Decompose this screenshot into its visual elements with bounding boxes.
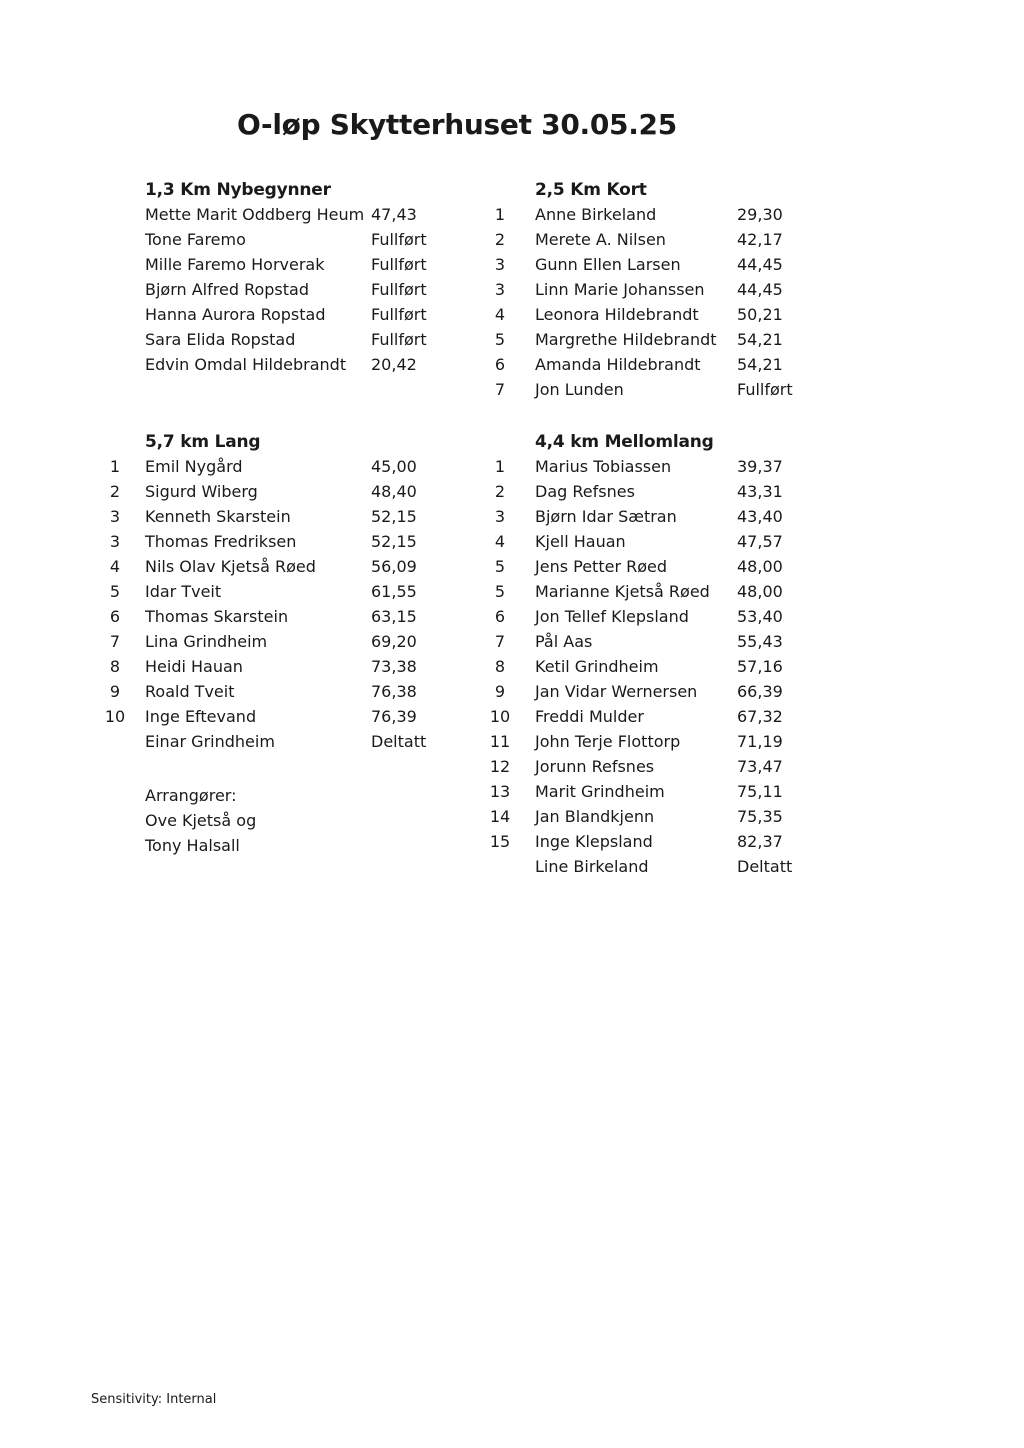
result-row [100,255,480,280]
result-row [485,380,865,405]
sensitivity-label: Sensitivity: Internal [91,1392,217,1407]
result-row [485,707,865,732]
result-row [485,205,865,230]
rank-number: 4 [109,557,121,576]
result-row [485,857,865,882]
runner-name: Heidi Hauan [145,657,243,676]
organizers-line-2: Tony Halsall [145,836,240,855]
result-time: 57,16 [737,657,783,676]
result-row [485,355,865,380]
result-row [100,330,480,355]
result-row [100,707,480,732]
result-row [100,457,480,482]
rank-number: 5 [494,582,506,601]
result-time: 67,32 [737,707,783,726]
result-row [100,557,480,582]
result-row [100,657,480,682]
runner-name: Hanna Aurora Ropstad [145,305,326,324]
runner-name: Kenneth Skarstein [145,507,291,526]
organizers-line-1: Ove Kjetså og [145,811,257,830]
result-time: 54,21 [737,330,783,349]
runner-name: Sara Elida Ropstad [145,330,296,349]
results-list [100,205,480,380]
result-row [485,657,865,682]
result-row [100,607,480,632]
result-row [485,457,865,482]
runner-name: Einar Grindheim [145,732,275,751]
runner-name: Tone Faremo [145,230,246,249]
page-title: O-løp Skytterhuset 30.05.25 [237,108,677,141]
runner-name: Line Birkeland [535,857,649,876]
result-row [485,280,865,305]
result-time: 48,00 [737,582,783,601]
result-row [485,757,865,782]
result-time: Fullført [737,380,793,399]
rank-number: 4 [494,532,506,551]
runner-name: John Terje Flottorp [535,732,681,751]
result-row [485,832,865,857]
result-time: Fullført [371,330,427,349]
runner-name: Jan Blandkjenn [535,807,655,826]
runner-name: Lina Grindheim [145,632,268,651]
runner-name: Margrethe Hildebrandt [535,330,717,349]
result-time: Deltatt [371,732,427,751]
rank-number: 6 [494,607,506,626]
runner-name: Idar Tveit [145,582,222,601]
rank-number: 6 [494,355,506,374]
results-list [485,457,865,882]
result-time: 82,37 [737,832,783,851]
rank-number: 8 [494,657,506,676]
result-time: Fullført [371,280,427,299]
result-time: 47,57 [737,532,783,551]
result-time: 76,38 [371,682,417,701]
runner-name: Merete A. Nilsen [535,230,666,249]
section-title: 5,7 km Lang [145,432,261,452]
result-time: Fullført [371,305,427,324]
rank-number: 12 [489,757,511,776]
result-time: 76,39 [371,707,417,726]
result-time: 71,19 [737,732,783,751]
result-time: 42,17 [737,230,783,249]
runner-name: Inge Klepsland [535,832,653,851]
result-row [485,807,865,832]
result-time: Fullført [371,230,427,249]
result-row [100,230,480,255]
runner-name: Inge Eftevand [145,707,257,726]
result-time: 44,45 [737,280,783,299]
rank-number: 10 [104,707,126,726]
rank-number: 11 [489,732,511,751]
section-title: 2,5 Km Kort [535,180,647,200]
rank-number: 5 [494,557,506,576]
result-time: 45,00 [371,457,417,476]
rank-number: 3 [494,280,506,299]
runner-name: Thomas Fredriksen [145,532,297,551]
runner-name: Anne Birkeland [535,205,657,224]
runner-name: Edvin Omdal Hildebrandt [145,355,347,374]
result-time: 20,42 [371,355,417,374]
runner-name: Marit Grindheim [535,782,665,801]
result-row [100,280,480,305]
runner-name: Jon Lunden [535,380,624,399]
rank-number: 3 [494,507,506,526]
rank-number: 5 [109,582,121,601]
rank-number: 9 [109,682,121,701]
results-list [100,457,480,757]
result-time: 44,45 [737,255,783,274]
result-time: 48,00 [737,557,783,576]
result-time: 29,30 [737,205,783,224]
rank-number: 3 [109,532,121,551]
result-time: 73,47 [737,757,783,776]
result-row [485,607,865,632]
result-row [485,557,865,582]
section-title: 1,3 Km Nybegynner [145,180,331,200]
rank-number: 3 [109,507,121,526]
runner-name: Roald Tveit [145,682,235,701]
runner-name: Jan Vidar Wernersen [535,682,698,701]
runner-name: Sigurd Wiberg [145,482,258,501]
result-row [485,330,865,355]
result-time: 73,38 [371,657,417,676]
result-time: 50,21 [737,305,783,324]
rank-number: 13 [489,782,511,801]
result-row [100,507,480,532]
result-time: 52,15 [371,507,417,526]
runner-name: Nils Olav Kjetså Røed [145,557,316,576]
result-time: 75,11 [737,782,783,801]
result-time: 53,40 [737,607,783,626]
section-title: 4,4 km Mellomlang [535,432,714,452]
runner-name: Ketil Grindheim [535,657,659,676]
rank-number: 4 [494,305,506,324]
result-row [100,482,480,507]
rank-number: 5 [494,330,506,349]
rank-number: 14 [489,807,511,826]
runner-name: Leonora Hildebrandt [535,305,699,324]
rank-number: 7 [494,632,506,651]
results-list [485,205,865,405]
result-row [100,355,480,380]
result-time: 75,35 [737,807,783,826]
runner-name: Jon Tellef Klepsland [535,607,689,626]
result-row [485,532,865,557]
rank-number: 1 [109,457,121,476]
rank-number: 7 [109,632,121,651]
result-time: 69,20 [371,632,417,651]
result-row [100,205,480,230]
result-row [100,732,480,757]
rank-number: 1 [494,205,506,224]
runner-name: Marius Tobiassen [535,457,672,476]
rank-number: 15 [489,832,511,851]
runner-name: Amanda Hildebrandt [535,355,701,374]
rank-number: 2 [494,482,506,501]
runner-name: Mille Faremo Horverak [145,255,325,274]
result-time: 61,55 [371,582,417,601]
result-row [485,632,865,657]
rank-number: 6 [109,607,121,626]
runner-name: Pål Aas [535,632,593,651]
runner-name: Marianne Kjetså Røed [535,582,710,601]
result-time: 54,21 [737,355,783,374]
runner-name: Thomas Skarstein [145,607,289,626]
runner-name: Linn Marie Johanssen [535,280,705,299]
result-time: 43,40 [737,507,783,526]
rank-number: 2 [109,482,121,501]
result-row [485,732,865,757]
result-time: 55,43 [737,632,783,651]
result-row [100,682,480,707]
result-time: 43,31 [737,482,783,501]
rank-number: 8 [109,657,121,676]
result-row [100,305,480,330]
result-time: 48,40 [371,482,417,501]
runner-name: Jorunn Refsnes [535,757,655,776]
result-row [485,782,865,807]
runner-name: Mette Marit Oddberg Heum [145,205,365,224]
result-row [100,532,480,557]
result-row [485,582,865,607]
runner-name: Dag Refsnes [535,482,635,501]
result-time: Deltatt [737,857,793,876]
result-row [100,632,480,657]
result-row [485,255,865,280]
organizers-heading: Arrangører: [145,786,237,805]
runner-name: Freddi Mulder [535,707,644,726]
rank-number: 7 [494,380,506,399]
result-row [485,507,865,532]
rank-number: 1 [494,457,506,476]
runner-name: Bjørn Idar Sætran [535,507,677,526]
runner-name: Bjørn Alfred Ropstad [145,280,309,299]
result-time: Fullført [371,255,427,274]
runner-name: Jens Petter Røed [535,557,668,576]
runner-name: Kjell Hauan [535,532,626,551]
result-row [100,582,480,607]
result-row [485,305,865,330]
result-time: 39,37 [737,457,783,476]
rank-number: 10 [489,707,511,726]
result-time: 63,15 [371,607,417,626]
result-row [485,682,865,707]
rank-number: 3 [494,255,506,274]
result-time: 52,15 [371,532,417,551]
runner-name: Emil Nygård [145,457,243,476]
rank-number: 9 [494,682,506,701]
result-row [485,482,865,507]
runner-name: Gunn Ellen Larsen [535,255,681,274]
result-time: 47,43 [371,205,417,224]
result-row [485,230,865,255]
rank-number: 2 [494,230,506,249]
result-time: 56,09 [371,557,417,576]
result-time: 66,39 [737,682,783,701]
